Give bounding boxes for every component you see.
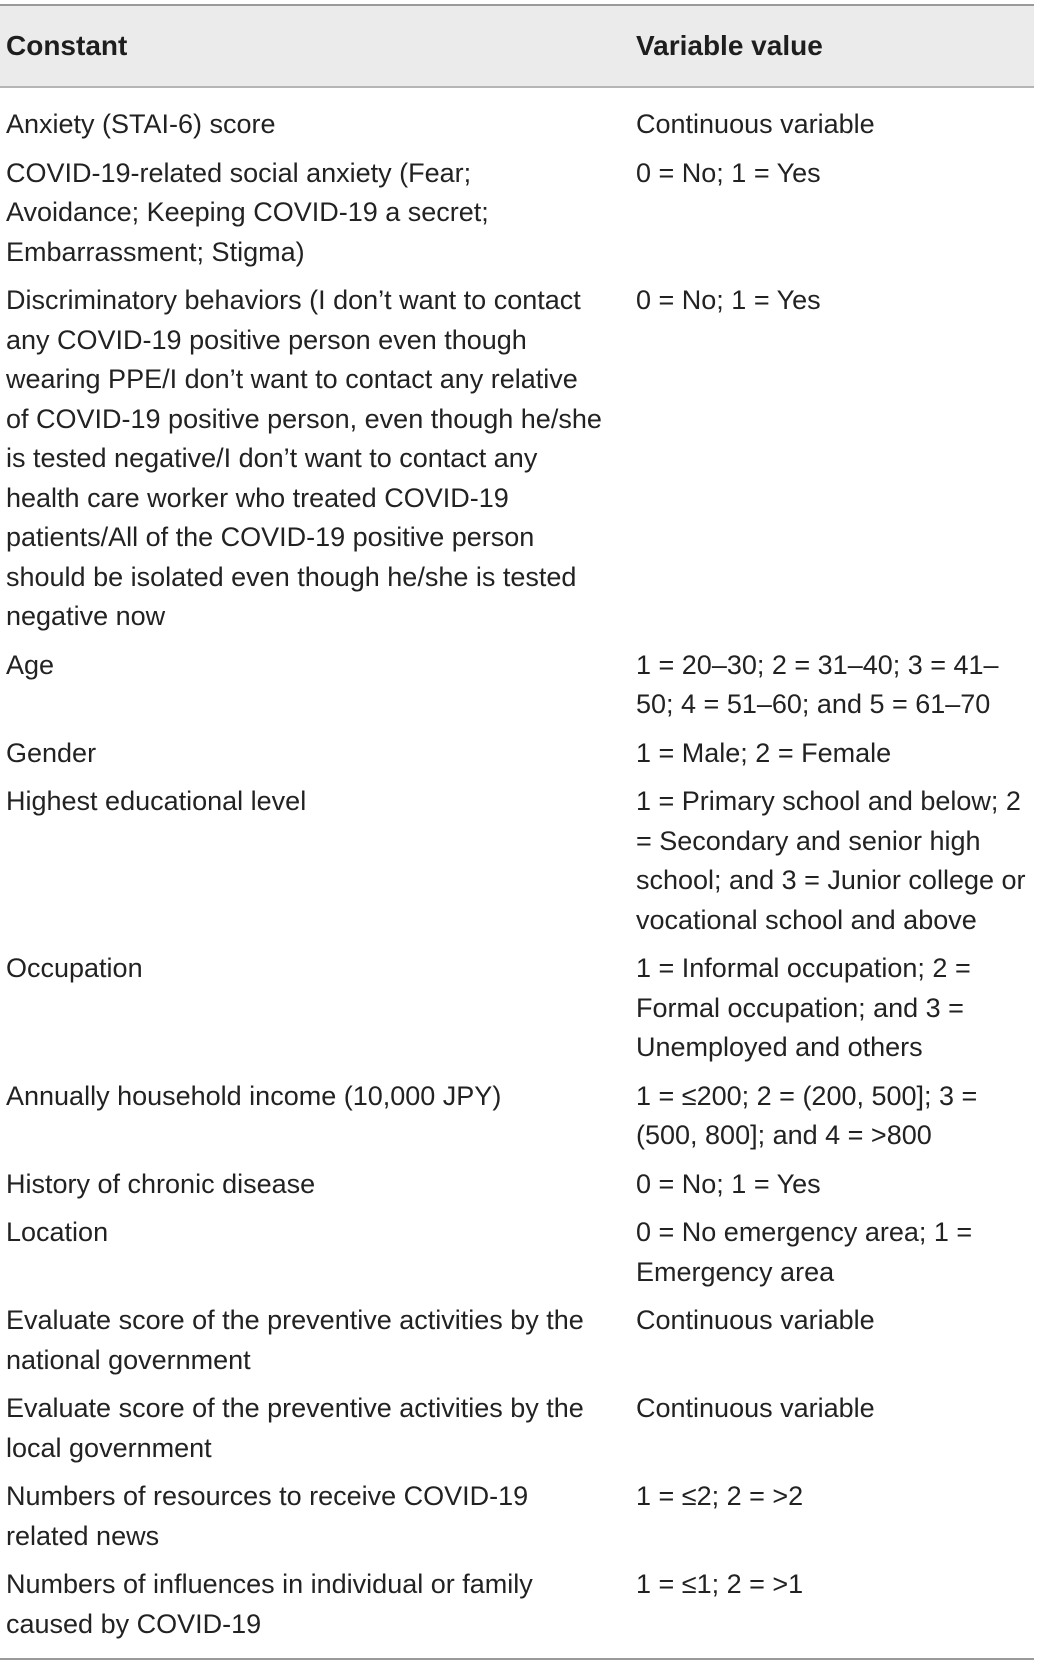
table-row (0, 944, 1034, 1072)
constant-cell: Evaluate score of the preventive activities by the local government (6, 1393, 584, 1463)
constant-cell: Location (6, 1217, 109, 1247)
variable-value-cell: 1 = ≤2; 2 = >2 (636, 1481, 804, 1511)
constant-cell: Highest educational level (6, 786, 307, 816)
table-row (0, 729, 1034, 778)
table-row (0, 276, 1034, 641)
table-row (0, 1472, 1034, 1560)
table-header (0, 5, 1034, 87)
table-row (0, 1208, 1034, 1296)
variable-value-cell: 1 = 20–30; 2 = 31–40; 3 = 41–50; 4 = 51–60; and 5 = 61–70 (636, 649, 999, 719)
constant-cell: History of chronic disease (6, 1168, 316, 1199)
variable-value-cell: 1 = ≤200; 2 = (200, 500]; 3 = (500, 800]; and 4 = >800 (636, 1080, 978, 1150)
variable-value-cell: 0 = No; 1 = Yes (636, 285, 821, 315)
variable-value-cell: 1 = Primary school and below; 2 = Secondary and senior high school; and 3 = Junior college or vocational school and above (636, 786, 1026, 935)
constant-cell: COVID-19-related social anxiety (Fear; Avoidance; Keeping COVID-19 a secret; Embarrassment; Stigma) (6, 157, 489, 267)
table-row (0, 149, 1034, 277)
constant-cell: Discriminatory behaviors (I don’t want to contact any COVID-19 positive person even though wearing PPE/I don’t want to contact any relative of COVID-19 positive person, even though he/she is tested negative/I don’t want to contact any health care worker who treated COVID-19 patients/All of the COVID-19 positive person should be isolated even though he/she is tested negative now (6, 285, 602, 631)
variable-value-cell: 0 = No; 1 = Yes (636, 1168, 821, 1199)
variable-value-cell: Continuous variable (636, 109, 875, 139)
variable-value-cell: 1 = Male; 2 = Female (636, 737, 892, 768)
table-row (0, 1384, 1034, 1472)
variable-value-cell: Continuous variable (636, 1305, 875, 1335)
variable-value-cell: 0 = No emergency area; 1 = Emergency area (636, 1217, 973, 1287)
constant-cell: Age (6, 649, 55, 680)
table-row (0, 87, 1034, 149)
table-row (0, 1072, 1034, 1160)
variable-value-cell: 0 = No; 1 = Yes (636, 157, 821, 188)
table-row (0, 1160, 1034, 1209)
header-constant: Constant (6, 30, 128, 61)
table-body (0, 87, 1034, 1659)
constant-cell: Anxiety (STAI-6) score (6, 109, 276, 139)
header-variable-value: Variable value (636, 30, 823, 61)
variable-value-cell: Continuous variable (636, 1393, 875, 1423)
constant-cell: Evaluate score of the preventive activities by the national government (6, 1305, 584, 1375)
constant-cell: Occupation (6, 953, 143, 983)
table-row (0, 1560, 1034, 1659)
header-row (0, 5, 1034, 87)
table-row (0, 1296, 1034, 1384)
constant-cell: Numbers of influences in individual or family caused by COVID-19 (6, 1569, 533, 1639)
constant-cell: Gender (6, 737, 97, 768)
table-row (0, 641, 1034, 729)
variable-value-cell: 1 = Informal occupation; 2 = Formal occupation; and 3 = Unemployed and others (636, 953, 971, 1062)
variables-table (0, 4, 1034, 1660)
table-row (0, 777, 1034, 944)
constant-cell: Annually household income (10,000 JPY) (6, 1080, 502, 1111)
constant-cell: Numbers of resources to receive COVID-19 related news (6, 1481, 529, 1551)
variable-value-cell: 1 = ≤1; 2 = >1 (636, 1569, 804, 1599)
